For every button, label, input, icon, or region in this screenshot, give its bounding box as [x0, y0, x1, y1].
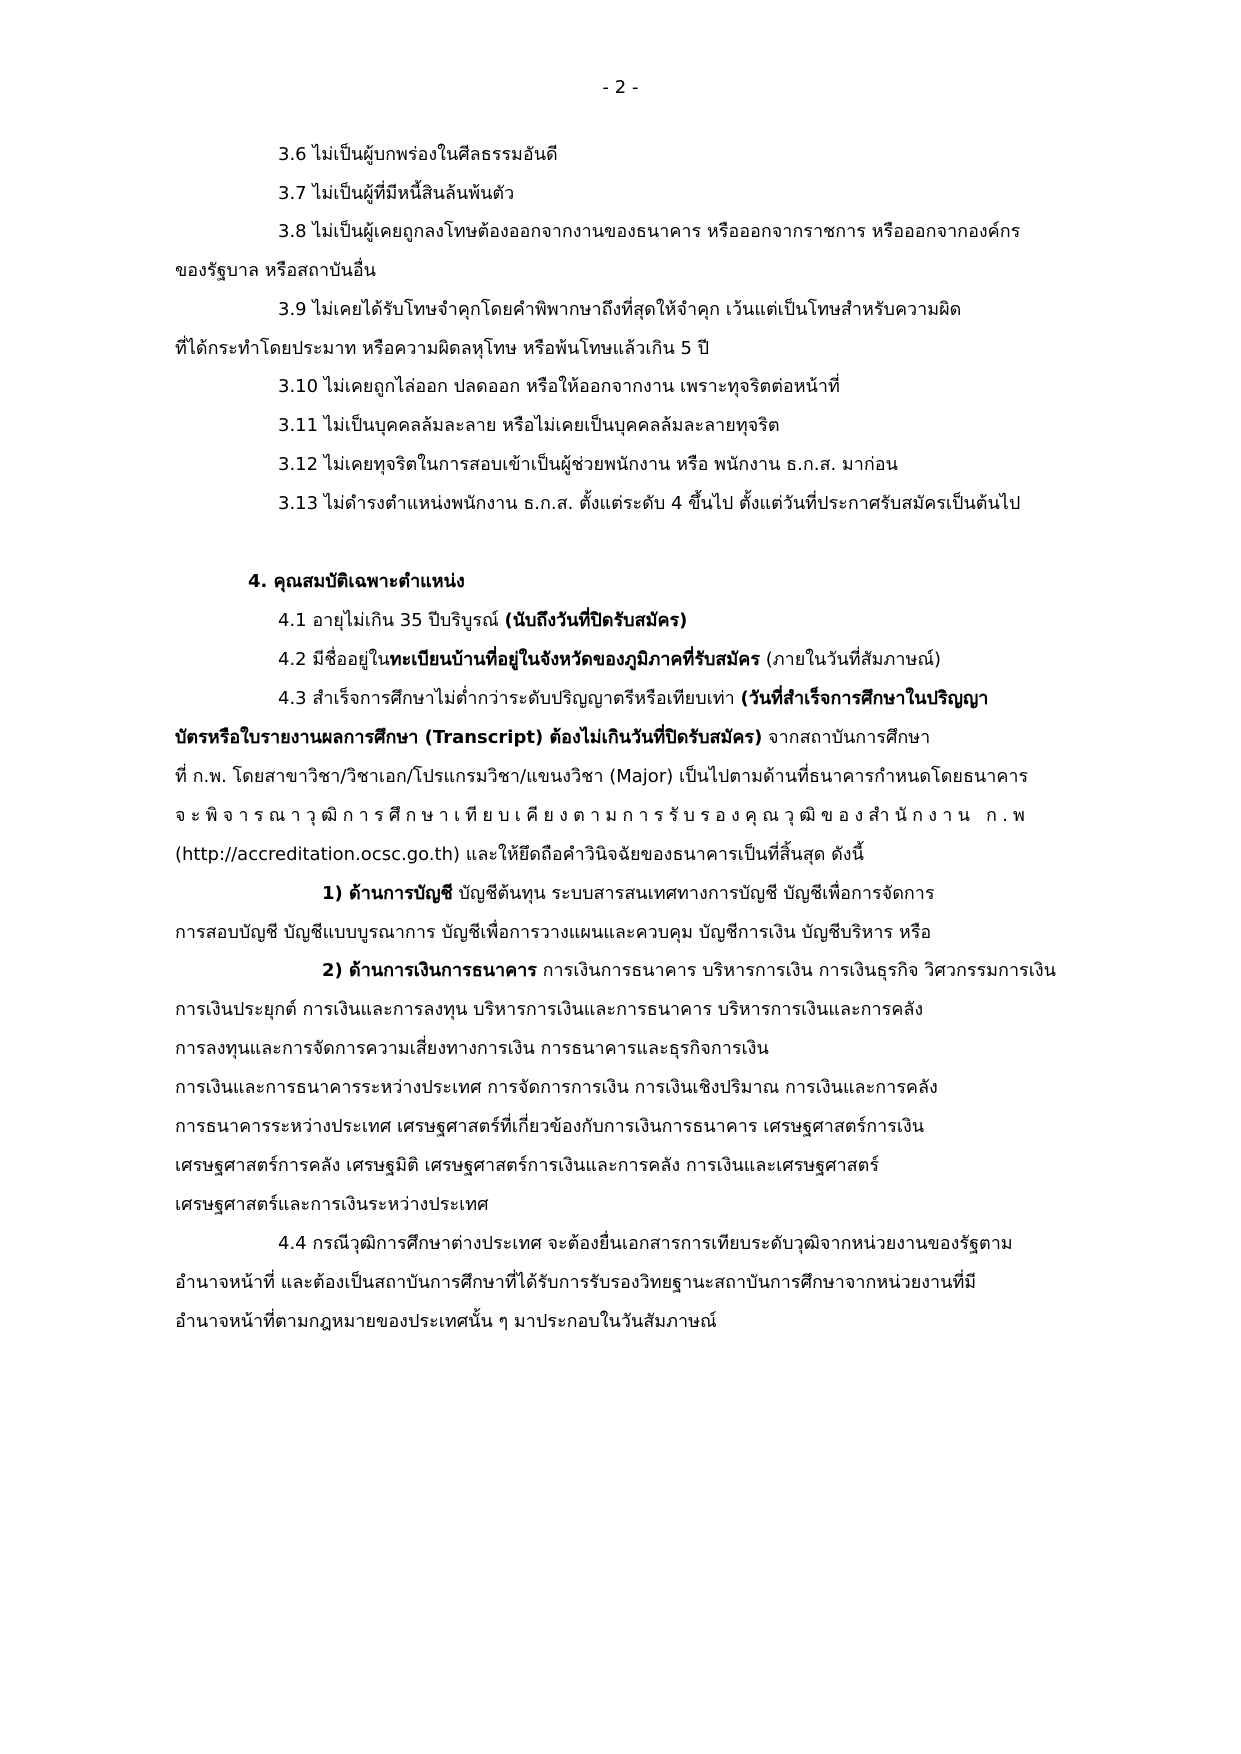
finance-field: [322, 957, 1056, 985]
item-3-7: 3.7 ไม่เป็นผู้ที่มีหนี้สินล้นพ้นตัว: [278, 183, 515, 204]
accounting-text: บัญชีต้นทุน ระบบสารสนเทศทางการบัญชี บัญชีเพื่อการจัดการ: [452, 883, 935, 904]
section-4-heading: 4. คุณสมบัติเฉพาะตำแหน่ง: [248, 571, 465, 592]
item-4-1: [278, 607, 687, 635]
item-4-2-note: (ภายในวันที่สัมภาษณ์): [760, 649, 942, 670]
item-4-3-text: 4.3 สำเร็จการศึกษาไม่ต่ำกว่าระดับปริญญาตรีหรือเทียบเท่า: [278, 688, 741, 709]
item-3-10: 3.10 ไม่เคยถูกไล่ออก ปลดออก หรือให้ออกจากงาน เพราะทุจริตต่อหน้าที่: [278, 376, 840, 397]
item-4-3-bold-cont: บัตรหรือใบรายงานผลการศึกษา (Transcript) ต้องไม่เกินวันที่ปิดรับสมัคร): [175, 727, 763, 748]
item-4-3-line4: จะพิจารณาวุฒิการศึกษาเทียบเคียงตามการรับรองคุณวุฒิของสำนักงาน ก.พ: [175, 805, 1031, 826]
item-3-8: 3.8 ไม่เป็นผู้เคยถูกลงโทษต้องออกจากงานของธนาคาร หรือออกจากราชการ หรือออกจากองค์กร: [278, 221, 1021, 242]
page-number: - 2 -: [602, 77, 639, 98]
item-3-9: 3.9 ไม่เคยได้รับโทษจำคุกโดยคำพิพากษาถึงที่สุดให้จำคุก เว้นแต่เป็นโทษสำหรับความผิด: [278, 299, 962, 320]
item-4-2-bold: ทะเบียนบ้านที่อยู่ในจังหวัดของภูมิภาคที่รับสมัคร: [389, 649, 760, 670]
item-4-2: [278, 646, 941, 674]
accounting-title: 1) ด้านการบัญชี: [322, 883, 453, 904]
item-4-3-line3: ที่ ก.พ. โดยสาขาวิชา/วิชาเอก/โปรแกรมวิชา/แขนงวิชา (Major) เป็นไปตามด้านที่ธนาคารกำหนดโดยธนาคาร: [175, 766, 1029, 787]
finance-line6: เศรษฐศาสตร์การคลัง เศรษฐมิติ เศรษฐศาสตร์การเงินและการคลัง การเงินและเศรษฐศาสตร์: [175, 1155, 880, 1176]
finance-line3: การลงทุนและการจัดการความเสี่ยงทางการเงิน การธนาคารและธุรกิจการเงิน: [175, 1038, 769, 1059]
item-4-3-line5: (http://accreditation.ocsc.go.th) และให้ยึดถือคำวินิจฉัยของธนาคารเป็นที่สิ้นสุด ดังนี้: [175, 844, 864, 865]
item-3-12: 3.12 ไม่เคยทุจริตในการสอบเข้าเป็นผู้ช่วยพนักงาน หรือ พนักงาน ธ.ก.ส. มาก่อน: [278, 454, 898, 475]
item-4-3-line2: [175, 724, 930, 752]
item-3-6: 3.6 ไม่เป็นผู้บกพร่องในศีลธรรมอันดี: [278, 144, 558, 165]
item-3-11: 3.11 ไม่เป็นบุคคลล้มละลาย หรือไม่เคยเป็นบุคคลล้มละลายทุจริต: [278, 415, 780, 436]
item-4-3-text-cont: จากสถาบันการศึกษา: [762, 727, 931, 748]
finance-title: 2) ด้านการเงินการธนาคาร: [322, 960, 537, 981]
item-4-3: [278, 685, 988, 713]
finance-line4: การเงินและการธนาคารระหว่างประเทศ การจัดการการเงิน การเงินเชิงปริมาณ การเงินและการคลัง: [175, 1077, 938, 1098]
item-4-1-bold: (นับถึงวันที่ปิดรับสมัคร): [504, 610, 688, 631]
item-4-3-bold: (วันที่สำเร็จการศึกษาในปริญญา: [740, 688, 989, 709]
item-4-4-line2: อำนาจหน้าที่ และต้องเป็นสถาบันการศึกษาที่ได้รับการรับรองวิทยฐานะสถาบันการศึกษาจากหน่วยงานที่มี: [175, 1272, 977, 1293]
finance-line7: เศรษฐศาสตร์และการเงินระหว่างประเทศ: [175, 1194, 489, 1215]
finance-text: การเงินการธนาคาร บริหารการเงิน การเงินธุรกิจ วิศวกรรมการเงิน: [536, 960, 1056, 981]
item-4-4: 4.4 กรณีวุฒิการศึกษาต่างประเทศ จะต้องยื่นเอกสารการเทียบระดับวุฒิจากหน่วยงานของรัฐตาม: [278, 1233, 1013, 1254]
item-4-4-line3: อำนาจหน้าที่ตามกฎหมายของประเทศนั้น ๆ มาประกอบในวันสัมภาษณ์: [175, 1311, 717, 1332]
item-3-13: 3.13 ไม่ดำรงตำแหน่งพนักงาน ธ.ก.ส. ตั้งแต่ระดับ 4 ขึ้นไป ตั้งแต่วันที่ประกาศรับสมัครเป็นต้นไป: [278, 493, 1021, 514]
accounting-line2: การสอบบัญชี บัญชีแบบบูรณาการ บัญชีเพื่อการวางแผนและควบคุม บัญชีการเงิน บัญชีบริหาร หรือ: [175, 922, 932, 943]
accounting-field: [322, 880, 935, 908]
item-3-9-cont: ที่ได้กระทำโดยประมาท หรือความผิดลหุโทษ หรือพ้นโทษแล้วเกิน 5 ปี: [175, 338, 710, 359]
item-3-8-cont: ของรัฐบาล หรือสถาบันอื่น: [175, 260, 376, 281]
finance-line2: การเงินประยุกต์ การเงินและการลงทุน บริหารการเงินและการธนาคาร บริหารการเงินและการคลัง: [175, 999, 924, 1020]
item-4-2-text: 4.2 มีชื่ออยู่ใน: [278, 649, 390, 670]
item-4-1-text: 4.1 อายุไม่เกิน 35 ปีบริบูรณ์: [278, 610, 505, 631]
finance-line5: การธนาคารระหว่างประเทศ เศรษฐศาสตร์ที่เกี่ยวข้องกับการเงินการธนาคาร เศรษฐศาสตร์การเงิน: [175, 1116, 925, 1137]
